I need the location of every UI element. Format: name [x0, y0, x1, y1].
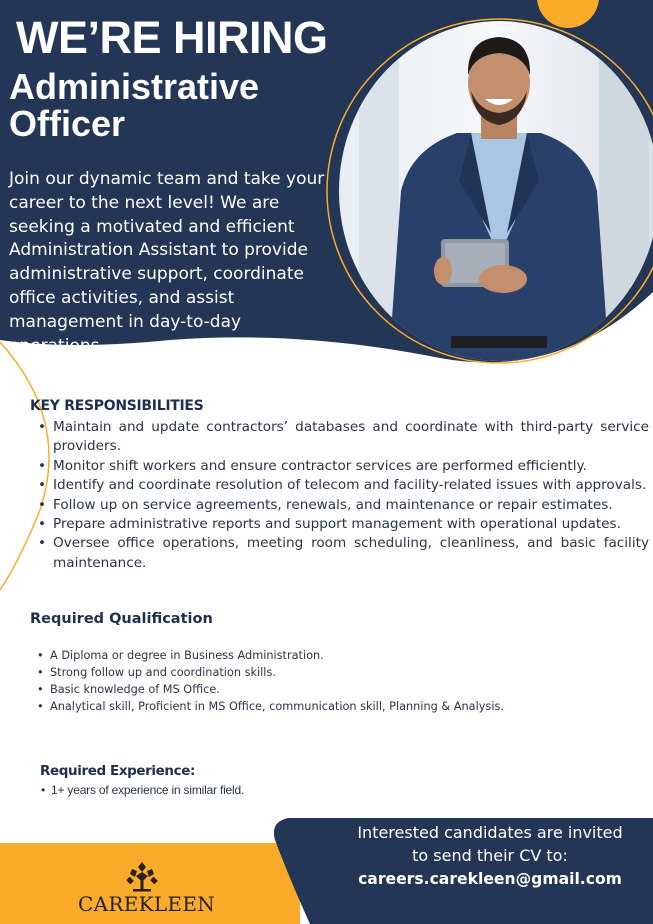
qualification-title: Required Qualification: [30, 611, 213, 627]
candidate-photo: [339, 21, 653, 361]
experience-title: Required Experience:: [40, 763, 195, 779]
carekleen-logo: [78, 861, 216, 917]
job-title: Administrative Officer: [9, 66, 260, 144]
responsibility-item: • Monitor shift workers and ensure contractor services are performed efficiently.: [53, 457, 649, 476]
qualification-item: • Analytical skill, Proficient in MS Office, communication skill, Planning & Analysis.: [50, 698, 590, 715]
qualification-item: • A Diploma or degree in Business Administration.: [50, 647, 590, 664]
responsibilities-title: KEY RESPONSIBILITIES: [30, 398, 204, 414]
hiring-headline: WE’RE HIRING: [16, 12, 328, 63]
man-with-tablet-icon: [339, 21, 653, 361]
responsibility-item: • Oversee office operations, meeting room scheduling, cleanliness, and basic facility maintenance.: [53, 534, 649, 573]
responsibility-item: • Prepare administrative reports and support management with operational updates.: [53, 515, 649, 534]
qualification-item: • Basic knowledge of MS Office.: [50, 681, 590, 698]
careers-email-link[interactable]: careers.carekleen@gmail.com: [358, 870, 622, 888]
experience-item: • 1+ years of experience in similar field.: [51, 782, 244, 798]
intro-paragraph: Join our dynamic team and take your career to the next level! We are seeking a motivated and efficient Administration Assistant to provide administrative support, coordinate office activities, and assist management in day-to-day operations.: [9, 169, 325, 356]
cta-line-2: to send their CV to:: [412, 845, 568, 865]
responsibility-item: • Maintain and update contractors’ databases and coordinate with third-party service providers.: [53, 418, 649, 457]
responsibilities-list: [30, 418, 649, 573]
application-cta: [330, 822, 650, 892]
brand-name: CAREKLEEN: [78, 892, 216, 916]
tree-emblem-icon: [124, 861, 160, 893]
qualification-list: [36, 647, 590, 715]
responsibility-item: • Identify and coordinate resolution of telecom and facility-related issues with approvals.: [53, 476, 649, 495]
qualification-item: • Strong follow up and coordination skills.: [50, 664, 590, 681]
experience-list: [40, 782, 244, 798]
responsibility-item: • Follow up on service agreements, renewals, and maintenance or repair estimates.: [53, 496, 649, 515]
cta-line-1: Interested candidates are invited: [357, 823, 623, 842]
